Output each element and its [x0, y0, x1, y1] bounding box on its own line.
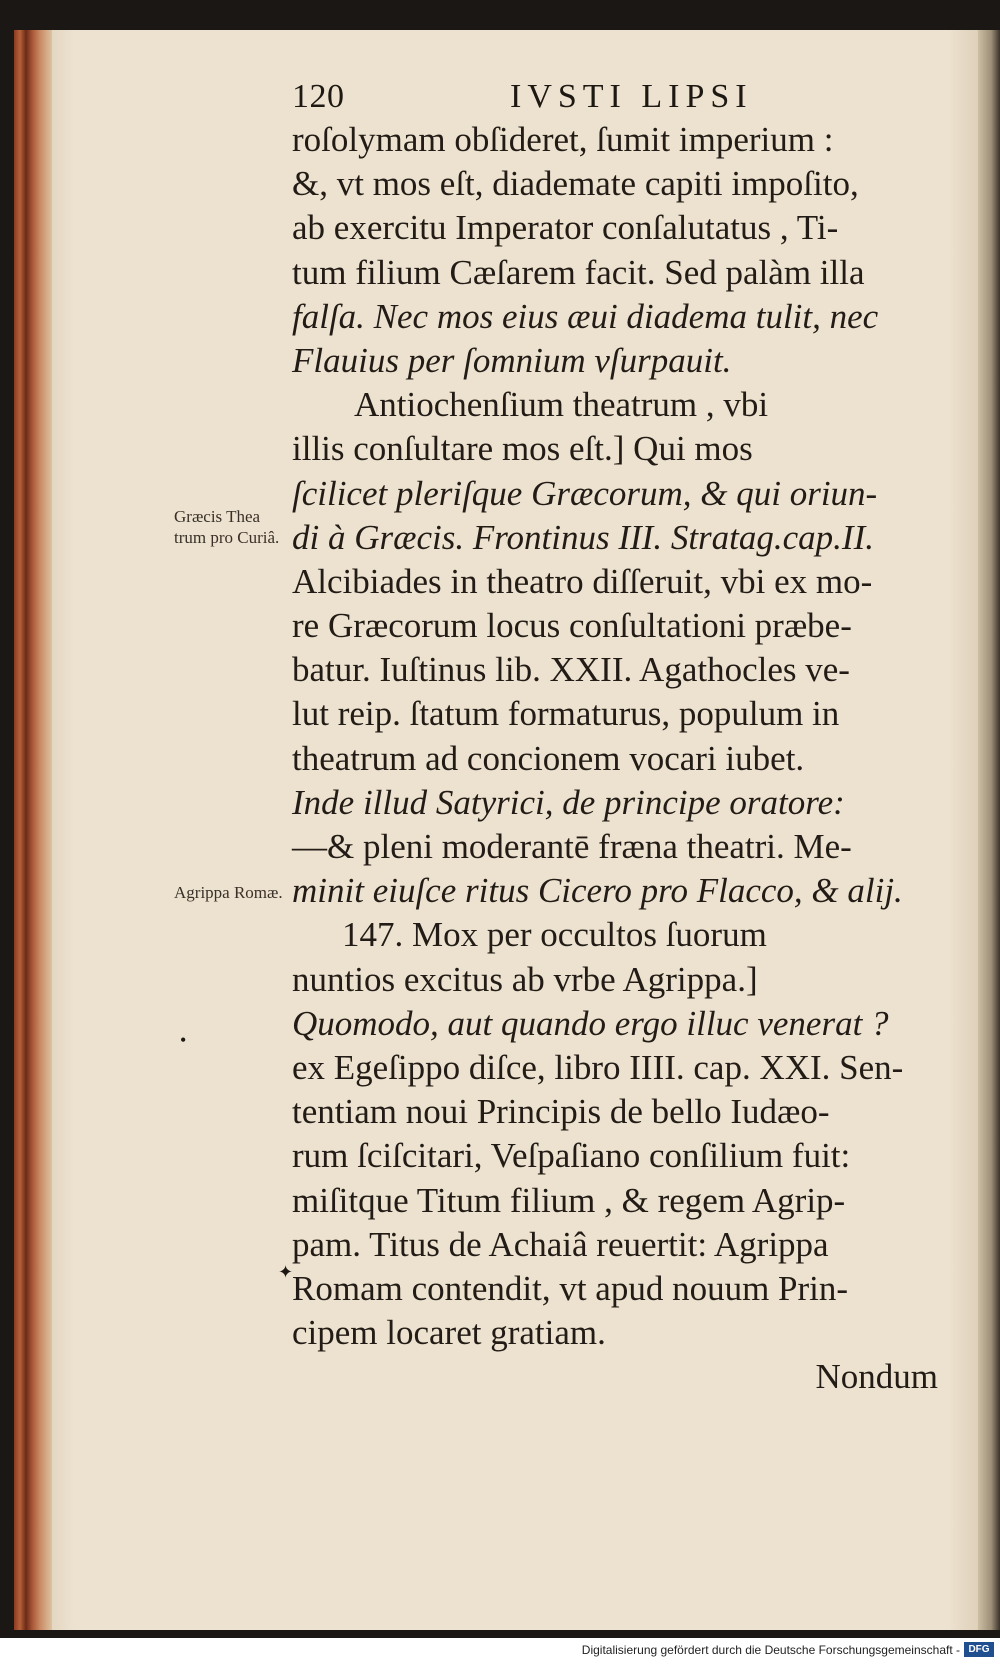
text-line: theatrum ad concionem vocari iubet. [292, 738, 805, 778]
text-line: minit eiuſce ritus Cicero pro Flacco, & alij. [292, 871, 903, 911]
text-line: &, vt mos eſt, diademate capiti impoſito, [292, 164, 859, 204]
text-line: Nondum [815, 1357, 938, 1397]
text-line: —& pleni moderantē fræna theatri. Me- [292, 827, 852, 866]
ink-dot-mark: • [180, 1030, 187, 1050]
footer-credit: Digitalisierung gefördert durch die Deutsche Forschungsgemeinschaft - [581, 1643, 960, 1657]
text-line: pam. Titus de Achaiâ reuertit: Agrippa [292, 1224, 829, 1264]
text-line: Flauius per ſomnium vſurpauit. [292, 340, 732, 380]
text-line: re Græcorum locus conſultationi præbe- [292, 606, 852, 646]
text-line: Antiochenſium theatrum , vbi [354, 385, 769, 425]
text-line: roſolymam obſideret, ſumit imperium : [292, 120, 834, 159]
running-title: IVSTI LIPSI [510, 78, 753, 115]
text-line: Inde illud Satyrici, de principe oratore: [292, 782, 845, 822]
text-line: illis conſultare mos eſt.] Qui mos [292, 429, 753, 469]
text-line: ſcilicet pleriſque Græcorum, & qui oriun- [292, 473, 878, 513]
text-line: batur. Iuſtinus lib. XXII. Agathocles ve- [292, 650, 850, 690]
text-line: 147. Mox per occultos ſuorum [342, 915, 767, 955]
text-line: ab exercitu Imperator conſalutatus , Ti- [292, 208, 839, 248]
dfg-logo: DFG [964, 1642, 994, 1657]
text-line: ex Egeſippo diſce, libro IIII. cap. XXI. Sen- [292, 1047, 904, 1087]
text-line: tum filium Cæſarem facit. Sed palàm illa [292, 252, 865, 292]
text-line: lut reip. ſtatum formaturus, populum in [292, 694, 840, 734]
book-spine-edge [14, 30, 52, 1630]
text-line: Quomodo, aut quando ergo illuc venerat ? [292, 1003, 889, 1043]
margin-note-agrippa: Agrippa Romæ. [174, 883, 283, 902]
text-line: di à Græcis. Frontinus III. Stratag.cap.II. [292, 517, 874, 557]
text-line: cipem locaret gratiam. [292, 1313, 606, 1353]
text-line: Alcibiades in theatro diſſeruit, vbi ex mo- [292, 561, 873, 601]
text-line: tentiam noui Principis de bello Iudæo- [292, 1092, 830, 1132]
text-line: rum ſciſcitari, Veſpaſiano conſilium fuit: [292, 1136, 851, 1176]
page-number: 120 [292, 78, 345, 115]
text-line: nuntios excitus ab vrbe Agrippa.] [292, 959, 758, 999]
ink-cross-mark: ✦ [278, 1262, 294, 1282]
main-text-block [292, 118, 942, 1399]
text-line: miſitque Titum filium , & regem Agrip- [292, 1180, 846, 1220]
margin-note-graecis: Græcis Thea trum pro Curiâ. [174, 507, 280, 547]
page-right-edge [978, 30, 1000, 1630]
text-line: Romam contendit, vt apud nouum Prin- [292, 1268, 849, 1308]
text-line: falſa. Nec mos eius æui diadema tulit, nec [292, 296, 879, 336]
